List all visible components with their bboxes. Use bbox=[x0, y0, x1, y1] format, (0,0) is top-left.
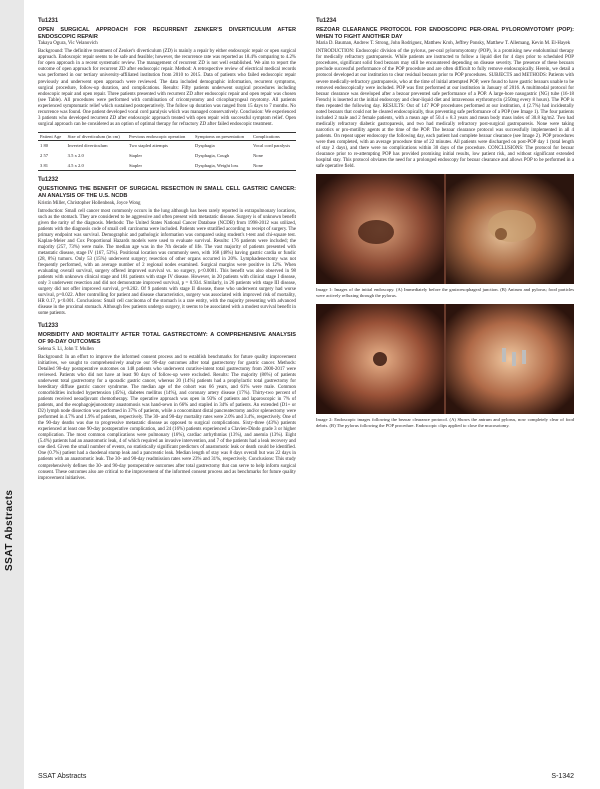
abstract-number: Tu1233 bbox=[38, 323, 59, 330]
endoscopy-image-2-graphic bbox=[316, 304, 574, 414]
table-cell: 3.5 x 2.0 bbox=[67, 153, 84, 159]
endoscopy-image-1 bbox=[316, 174, 574, 284]
abstract-tu1232 bbox=[38, 177, 296, 317]
abstract-tu1231 bbox=[38, 18, 296, 171]
image-caption: Image 2: Endoscopic images following the bezoar clearance protocol. (A) Shows the antrum and pylorus, now completely clear of food debris. (B) The pylorus following the POP procedure. Endoscopic clips applied to close the mucosotomy. bbox=[316, 417, 574, 428]
abstract-title: REZOAR CLEARANCE PROTOCOL FOR ENDOSCOPIC PER-ORAL PYLOROMYOTOMY (POP): WHEN TO FIGHT ANOTHER DAY bbox=[316, 27, 574, 40]
table-cell: Vocal cord paralysis bbox=[252, 143, 291, 149]
abstract-authors: Selena S. Li, John T. Mullen bbox=[38, 346, 94, 352]
abstract-title: OPEN SURGICAL APPROACH FOR RECURRENT ZENKER'S DIVERTICULUM AFTER ENDOSCOPIC REPAIR bbox=[38, 27, 296, 40]
table-cell: None bbox=[251, 161, 296, 171]
endoscopy-image-1-graphic bbox=[316, 174, 574, 284]
table-cell: 2 57 bbox=[40, 153, 49, 159]
footer-page-number: S-1342 bbox=[551, 773, 574, 780]
table-row bbox=[38, 151, 296, 161]
table-header-cell: Previous endoscopic operation bbox=[127, 132, 193, 141]
abstract-authors: Kristin Miller, Christopher Hollenbeak, Joyce Wong bbox=[38, 200, 141, 206]
abstract-title: QUESTIONING THE BENEFIT OF SURGICAL RESECTION IN SMALL CELL GASTRIC CANCER: AN ANALYSIS OF THE U.S. NCDB bbox=[38, 186, 296, 199]
abstract-number: Tu1232 bbox=[38, 177, 59, 184]
endoscopy-image-2 bbox=[316, 304, 574, 414]
table-cell: Inverted diverticulum bbox=[67, 143, 108, 149]
image-caption: Image 1: Images of the initial endoscopy. (A) Immediately before the gastroesophageal junction. (B) Antrum and pylorus; food particles were actively refluxing through the pylorus. bbox=[316, 287, 574, 298]
abstract-tu1234 bbox=[316, 18, 574, 429]
abstract-authors: Takaya Ogura, Vic Velanovich bbox=[38, 41, 98, 47]
table-header-cell: Symptoms on presentation bbox=[193, 132, 251, 141]
table-cell: Dysphagia, Weight loss bbox=[193, 161, 251, 171]
table-header-cell: Complications bbox=[251, 132, 296, 141]
table-cell: 3 81 bbox=[38, 161, 66, 171]
page-footer bbox=[38, 773, 574, 780]
table-cell: 1 80 bbox=[40, 143, 49, 149]
left-column bbox=[38, 18, 296, 488]
patient-table bbox=[38, 132, 296, 171]
sidebar-label: SSAT Abstracts bbox=[4, 489, 15, 571]
table-cell: None bbox=[252, 153, 263, 159]
abstract-title: MORBIDITY AND MORTALITY AFTER TOTAL GASTRECTOMY: A COMPREHENSIVE ANALYSIS OF 90-DAY OUTCOMES bbox=[38, 332, 296, 346]
abstract-number: Tu1234 bbox=[316, 18, 337, 24]
abstract-body: Introduction: Small cell cancer most commonly occurs in the lung although has been rarely reported in extrapulmonary locations, such as the stomach. They are considered to be aggressive and often present with metastatic disease. Surgery is of unknown benefit given the rarity of the diagnosis. Methods: The United States National Cancer Database (NCDB) from 1998-2012 was utilized, patients with the diagnosis code of small cell carcinoma were included. Patients were stratified according to receipt of surgery. The primary endpoint was survival. Demographic and pathologic information was compared using student's t-test and chi-square test. Kaplan-Meier and Cox Proportional Hazards models were used to evaluate survival. Results: 176 patients were included; the majority (257, 73%) were male. The median age was in the 7th decade of life. The vast majority of patients presented with metastatic disease, stage IV (167, 53%). Positional location was commonly seen, with 168 (48%) having gastric cardia or fundic (28, 8%) tumors. Only 53 (15%) underwent surgery; resection of other organs occurred in 20%. Lymphadenectomy was not frequently performed, with an average number of 2 regional nodes examined. Surgical margins were positive in 12%. When evaluating overall survival, surgery offered improved survival vs. no surgery, p<0.0001. This benefit was also observed in 98 patients with unknown clinical stage and 181 patients with stage IV disease. However, in 20 patients with clinical stage I disease, only 3 underwent resection and did not demonstrate improved survival, p = 0.934. Similarly, in 26 patients with stage III disease, surgery did not offer improved survival, p=0.202. Of 9 patients with stage II disease, those who underwent surgery had worse survival, p=0.022. After controlling for patient and disease characteristics, surgery was associated with improved risk of mortality, HR 0.17, p<0.001. Conclusions: Small cell carcinoma of the stomach is a rare entity, with the majority presenting with advanced disease in the proximal stomach. Although few patients undergo surgery, it seems to be associated with a modest survival benefit in some patients. bbox=[38, 208, 296, 317]
table-row bbox=[38, 141, 296, 151]
table-header-cell: Patient Age bbox=[38, 132, 66, 141]
table-cell: Two stapled attempts bbox=[128, 143, 168, 149]
table-header-cell: Size of diverticulum (in cm) bbox=[66, 132, 127, 141]
table-cell: Dysphagia, Cough bbox=[195, 153, 230, 159]
table-row bbox=[38, 161, 296, 171]
abstract-body: Background: In an effort to improve the informed consent process and to establish benchmarks for future quality improvement initiatives, we sought to comprehensively analyze our 90-day outcomes after total gastrectomy for gastric cancer. Methods: Detailed 90-day postoperative outcomes on 148 patients who underwent curative-intent total gastrectomy from 2000-2017 were reviewed. Patients who did not have at least 90 days of follow-up were excluded. Results: The majority (86%) of patients underwent total gastrectomy for a sporadic gastric cancer, whereas 20 (14%) patients had a prophylactic total gastrectomy for hereditary diffuse gastric cancer syndrome. The median age of the cohort was 66 years, and 61% were male. Common comorbidities included hypertension (45%), diabetes mellitus (14%), and coronary artery disease (17%). Thirty-two percent of patients received neoadjuvant chemotherapy. The operative approach was open in 93% of patients and laparoscopic in 7% of patients, and the esophagojejunostomy anastomosis was hand-sewn in 66% and stapled in 34% of patients. An extended (D1+ or D2) lymph node dissection was performed in 37% of patients, while a concomitant distal pancreatectomy and/or splenectomy were performed in 4.7% and 1.9% of patients, respectively. The 30- and 90-day mortality rates were 2.0% and 3.4%, respectively. One of the 90-day deaths was due to progressive metastatic disease as opposed to surgical complications. Sixty-three (43%) patients experienced at least one 90-day postoperative complication, and 24 (16%) patients experienced a Clavien-Dindo grade 3 or higher complication. The most common complications were pulmonary (16%), cardiac arrhythmias (13%), and anemia (13%). Eight (5.4%) patients had an anastomotic leak, 4 of which required an invasive intervention, and 7 of the patients had a leak recovery and one died. Given the small number of events, no statistically significant predictors of anastomotic leak or death could be identified. One (0.7%) patient had a duodenal stump leak and a pancreatic leak. Median length of stay was 8 days overall but was 22 days in patients with an anastomotic leak. The 30- and 90-day readmission rates were 23% and 31%, respectively. Conclusions: This study comprehensively defines the 30- and 90-day postoperative outcomes after total gastrectomy that can serve to help inform surgical consent. These outcomes also are critical to the improvement of the informed consent process and as benchmarks for future quality improvement initiatives. bbox=[38, 354, 296, 481]
right-column bbox=[316, 18, 574, 435]
abstract-authors: Maria D. Bauman, Andrew T. Strong, John Rodriguez, Matthew Kroh, Jeffrey Ponsky, Matthew T. Allemang, Kevin M. El-Hayek bbox=[316, 41, 571, 47]
table-header-row bbox=[38, 132, 296, 141]
abstract-tu1233 bbox=[38, 323, 296, 481]
abstract-number: Tu1231 bbox=[38, 18, 59, 24]
footer-journal: SSAT Abstracts bbox=[38, 773, 87, 780]
table-cell: Stapler bbox=[127, 161, 193, 171]
abstract-body: Background: The definitive treatment of Zenker's diverticulum (ZD) is mainly a repair by either endoscopic repair or open surgical approach. Endoscopic repair seems to be safe and feasible; however, the recurrence rate was reported as 18.4% comparing to 4.2% for open approach in a recent systematic review. The management of recurrent ZD is not well established. We aim to report the outcome of open approach for recurrent ZD after endoscopic repair. Method: A retrospective review of electrical medical records was performed in our tertiary university-affiliated institution from 2010 to 2015. Data of patients who failed endoscopic repair previously and underwent open approach were reviewed. The data included demographic information, recurrent symptoms, surgical procedure, follow-up duration, and complications. Results: Fifty patients underwent surgical procedures including endoscopic repair and open repair. Three patients presented with recurrent ZD after endoscopic repair and open repair was chosen (see Table). All procedures were performed with combination of cricomyotomy and cricopharyngeal myotomy. All patients experienced symptomatic relief which sustained postoperatively. The follow up duration was ranged from 15 days to 7 months. No recurrence was found. One patient developed vocal cord paralysis which was managed conservatively. Conclusion: We experienced 3 patients who developed recurrent ZD after endoscopic approach treated with open repair with successful symptom relief. Open surgical approach can be considered as an option of optimal therapy for refractory ZD after failed endoscopic treatment. bbox=[38, 49, 296, 127]
abstract-body: INTRODUCTION: Endoscopic division of the pylorus, per-oral pyloromyotomy (POP), is a promising new endoluminal therapy for medically refractory gastroparesis. While patients are instructed to follow a liquid diet for 4 days prior to scheduled POP procedures, significant solid food bezoars may still be encountered depending on disease severity. The presence of these bezoars preclude successful performance of the POP procedure and are often difficult to fully remove endoscopically. Herein, we detail a protocol developed at our institution to clear residual bezoars prior to POP procedures. SUBJECTS and METHODS: Patients with severe medically-refractory gastroparesis, who at the time of initial attempted POP, were found to have gastric bezoars unable to be removed endoscopically were included. POP was first performed at our institution in January of 2016. A multimodal protocol for bezoar clearance was developed after a bezoar prevented safe performance of a POP. A large-bore nasogastric (NG) tube (16-18 French) is inserted at the initial endoscopy and clear-liquid diet and intravenous erythromycin (250mg every 8 hours). The POP is then repeated the following day. RESULTS: Out of 147 POP procedures performed at our institution, 4 (2.7%) had incidentally noted bezoars that could not be cleared endoscopically, thus preventing safe performance of a POP (see Image 1). The four patients included 2 male and 2 female patients, with a mean age of 50.4 ± 8.3 years and mean body mass index of 30.8 kg/m2. Two had medically refractory diabetic gastroparesis, and two had medically refractory post-surgical gastroparesis. None were taking narcotics or pro-motility agents at the time of the POP. The bezoar clearance protocol was successfully implemented in all 4 patients. On repeat upper endoscopy the following day, each patient had complete bezoar clearance (see Image 2). POP procedures were then completed, with an average procedure time of 22 minutes. All patients were discharged on post-POP day 1 (total length of stay 2 days), and there were no complications within 30 days of the procedure. CONCLUSIONS: The protocol for bezoar clearance prior to re-attempting POP has provided promising initial results, low patient risk, and without significant extended hospital stay. This protocol obviates the need for a prolonged endoscopy for bezoar clearance and allows POP to be performed in a safe operative field. bbox=[316, 49, 574, 170]
table-cell: Dysphagia bbox=[195, 143, 215, 149]
table-cell: 4.5 x 2.0 bbox=[66, 161, 127, 171]
table-cell: Stapler bbox=[128, 153, 142, 159]
sidebar-strip bbox=[0, 0, 24, 789]
